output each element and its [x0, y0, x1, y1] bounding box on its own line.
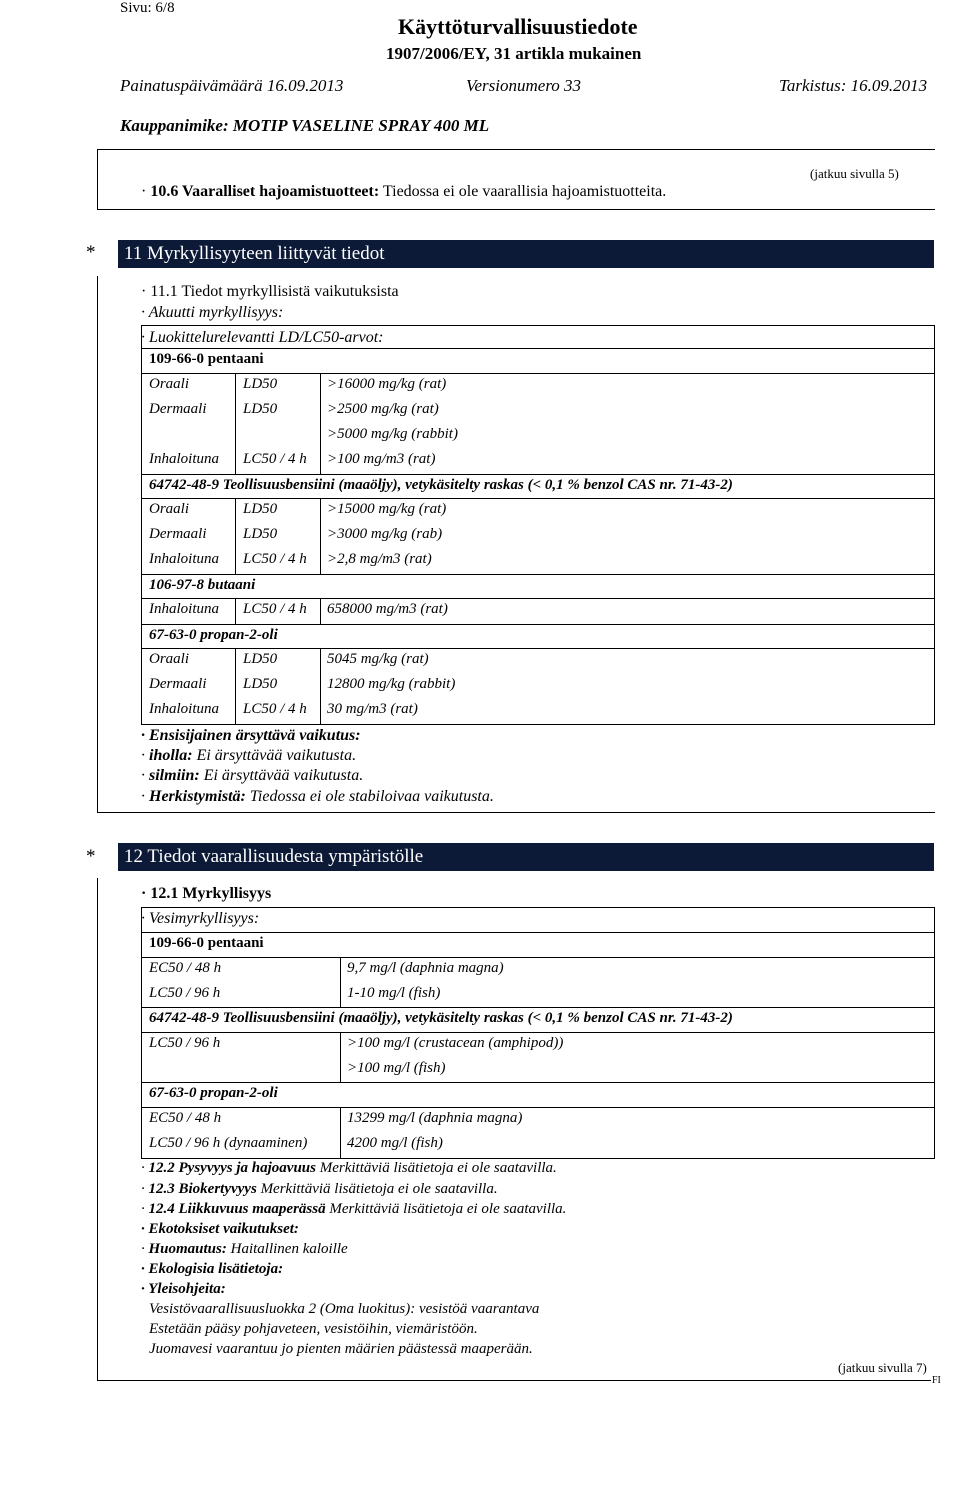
note-label: Huomautus:: [148, 1241, 227, 1257]
test-type: LD50: [243, 676, 278, 692]
s10-6-label: 10.6 Vaaralliset hajoamistuotteet:: [150, 183, 380, 200]
route: Oraali: [149, 376, 190, 392]
value: 12800 mg/kg (rabbit): [327, 676, 456, 692]
page-number: Sivu: 6/8: [120, 0, 175, 16]
skin-text: Ei ärsyttävää vaikutusta.: [196, 747, 357, 764]
s12-heading: 12 Tiedot vaarallisuudesta ympäristölle: [118, 843, 934, 871]
table-rule: [141, 1007, 935, 1008]
test-type: EC50 / 48 h: [149, 960, 222, 976]
value: 4200 mg/l (fish): [347, 1135, 443, 1151]
test-type: LC50 / 4 h: [243, 551, 307, 567]
eyes-label: silmiin:: [149, 767, 200, 784]
acute-toxicity-label: Akuutti myrkyllisyys:: [148, 304, 284, 321]
table-col-sep: [320, 648, 321, 724]
table-rule: [141, 1032, 935, 1033]
note-text: Haitallinen kaloille: [230, 1241, 348, 1257]
value: >100 mg/l (crustacean (amphipod)): [347, 1035, 564, 1051]
s12-2-label: 12.2 Pysyvyys ja hajoavuus: [148, 1160, 316, 1176]
value: >100 mg/l (fish): [347, 1060, 446, 1076]
route: Oraali: [149, 501, 190, 517]
revision-date: Tarkistus: 16.09.2013: [779, 76, 928, 95]
table-col-sep: [235, 373, 236, 474]
continued-from-note: (jatkuu sivulla 5): [810, 166, 899, 181]
version-number: Versionumero 33: [466, 76, 582, 95]
route: Dermaali: [149, 526, 207, 542]
general-note-line: Estetään pääsy pohjaveteen, vesistöihin, viemäristöön.: [149, 1321, 478, 1337]
skin-label: iholla:: [149, 747, 193, 764]
s12-3-label: 12.3 Biokertyvyys: [148, 1181, 257, 1197]
primary-irritant-label: Ensisijainen ärsyttävä vaikutus:: [149, 727, 361, 744]
route: Inhaloituna: [149, 551, 219, 567]
table-col-sep: [340, 957, 341, 1007]
value: >3000 mg/kg (rab): [327, 526, 443, 542]
table-col-sep: [320, 598, 321, 624]
table-col-sep: [235, 648, 236, 724]
table-rule: [141, 498, 935, 499]
s11-1-heading: 11.1 Tiedot myrkyllisistä vaikutuksista: [150, 283, 399, 300]
table-col-sep: [320, 373, 321, 474]
ecotoxic-effects-label: Ekotoksiset vaikutukset:: [148, 1221, 299, 1237]
test-type: LC50 / 96 h: [149, 985, 221, 1001]
substance-butaani: 106-97-8 butaani: [149, 577, 256, 593]
s11-heading: 11 Myrkyllisyyteen liittyvät tiedot: [118, 240, 934, 268]
ecological-info-label: Ekologisia lisätietoja:: [148, 1261, 284, 1277]
value: >2,8 mg/m3 (rat): [327, 551, 432, 567]
general-note-line: Juomavesi vaarantuu jo pienten määrien päästessä maaperään.: [149, 1341, 533, 1357]
table-col-sep: [340, 1032, 341, 1082]
value: >2500 mg/kg (rat): [327, 401, 439, 417]
table-rule: [141, 598, 935, 599]
substance-pentaani: 109-66-0 pentaani: [149, 935, 264, 951]
table-rule: [141, 1107, 935, 1108]
test-type: LC50 / 96 h: [149, 1035, 221, 1051]
section-divider: [97, 812, 935, 813]
test-type: LC50 / 4 h: [243, 701, 307, 717]
table-rule: [141, 932, 935, 933]
test-type: LC50 / 4 h: [243, 451, 307, 467]
value: >100 mg/m3 (rat): [327, 451, 436, 467]
value: 9,7 mg/l (daphnia magna): [347, 960, 504, 976]
ld-lc50-label: Luokittelurelevantti LD/LC50-arvot:: [149, 329, 384, 346]
table-col-sep: [235, 498, 236, 574]
table-rule: [141, 957, 935, 958]
test-type: LD50: [243, 526, 278, 542]
table-col-sep: [340, 1107, 341, 1158]
value: 5045 mg/kg (rat): [327, 651, 429, 667]
value: >15000 mg/kg (rat): [327, 501, 447, 517]
route: Inhaloituna: [149, 451, 219, 467]
eyes-text: Ei ärsyttävää vaikutusta.: [203, 767, 364, 784]
sensitization-label: Herkistymistä:: [149, 788, 246, 805]
test-type: LD50: [243, 651, 278, 667]
table-rule: [141, 1082, 935, 1083]
section-divider: [97, 209, 935, 210]
product-name: Kauppanimike: MOTIP VASELINE SPRAY 400 ML: [120, 116, 490, 135]
route: Oraali: [149, 651, 190, 667]
s12-left-line: [97, 878, 98, 1380]
language-code: FI: [932, 1375, 941, 1386]
value: 13299 mg/l (daphnia magna): [347, 1110, 523, 1126]
s10-6-text: Tiedossa ei ole vaarallisia hajoamistuotteita.: [382, 183, 667, 200]
document-title: Käyttöturvallisuustiedote: [398, 14, 638, 39]
substance-propan-2-oli: 67-63-0 propan-2-oli: [149, 627, 278, 643]
test-type: EC50 / 48 h: [149, 1110, 222, 1126]
s12-4-text: Merkittäviä lisätietoja ei ole saatavilla.: [329, 1201, 567, 1217]
table-rule: [141, 624, 935, 625]
left-margin-line: [97, 149, 98, 209]
document-subtitle: 1907/2006/EY, 31 artikla mukainen: [386, 44, 642, 63]
route: Inhaloituna: [149, 701, 219, 717]
s12-change-marker: *: [86, 846, 96, 867]
general-notes-label: Yleisohjeita:: [148, 1281, 226, 1297]
test-type: LD50: [243, 376, 278, 392]
print-date: Painatuspäivämäärä 16.09.2013: [120, 76, 344, 95]
test-type: LC50 / 4 h: [243, 601, 307, 617]
table-rule: [141, 474, 935, 475]
table-rule: [141, 574, 935, 575]
general-note-line: Vesistövaarallisuusluokka 2 (Oma luokitus): vesistöä vaarantava: [149, 1301, 540, 1317]
s11-left-line: [97, 276, 98, 812]
table-col-sep: [320, 498, 321, 574]
test-type: LC50 / 96 h (dynaaminen): [149, 1135, 308, 1151]
substance-teollisuusbensiini: 64742-48-9 Teollisuusbensiini (maaöljy), vetykäsitelty raskas (< 0,1 % benzol CAS nr. 71-43-2): [149, 1010, 733, 1026]
value: 658000 mg/m3 (rat): [327, 601, 448, 617]
value: 30 mg/m3 (rat): [327, 701, 418, 717]
s12-3-text: Merkittäviä lisätietoja ei ole saatavilla.: [260, 1181, 498, 1197]
route: Inhaloituna: [149, 601, 219, 617]
s12-4-label: 12.4 Liikkuvuus maaperässä: [148, 1201, 326, 1217]
table-rule: [141, 373, 935, 374]
footer-divider: [97, 1380, 931, 1381]
route: Dermaali: [149, 676, 207, 692]
s12-1-heading: 12.1 Myrkyllisyys: [150, 885, 272, 902]
test-type: LD50: [243, 501, 278, 517]
test-type: LD50: [243, 401, 278, 417]
substance-teollisuusbensiini: 64742-48-9 Teollisuusbensiini (maaöljy), vetykäsitelty raskas (< 0,1 % benzol CAS nr. 71-43-2): [149, 477, 733, 493]
route: Dermaali: [149, 401, 207, 417]
table-rule: [141, 648, 935, 649]
continued-to-note: (jatkuu sivulla 7): [838, 1360, 927, 1375]
header-divider: [97, 149, 935, 150]
value: >16000 mg/kg (rat): [327, 376, 447, 392]
value: >5000 mg/kg (rabbit): [327, 426, 458, 442]
s12-2-text: Merkittäviä lisätietoja ei ole saatavilla.: [319, 1160, 557, 1176]
value: 1-10 mg/l (fish): [347, 985, 441, 1001]
substance-pentaani: 109-66-0 pentaani: [149, 351, 264, 367]
s11-change-marker: *: [86, 242, 96, 263]
aquatic-toxicity-label: Vesimyrkyllisyys:: [149, 910, 260, 927]
sensitization-text: Tiedossa ei ole stabiloivaa vaikutusta.: [249, 788, 494, 805]
substance-propan-2-oli: 67-63-0 propan-2-oli: [149, 1085, 278, 1101]
table-col-sep: [235, 598, 236, 624]
table-rule: [141, 348, 935, 349]
